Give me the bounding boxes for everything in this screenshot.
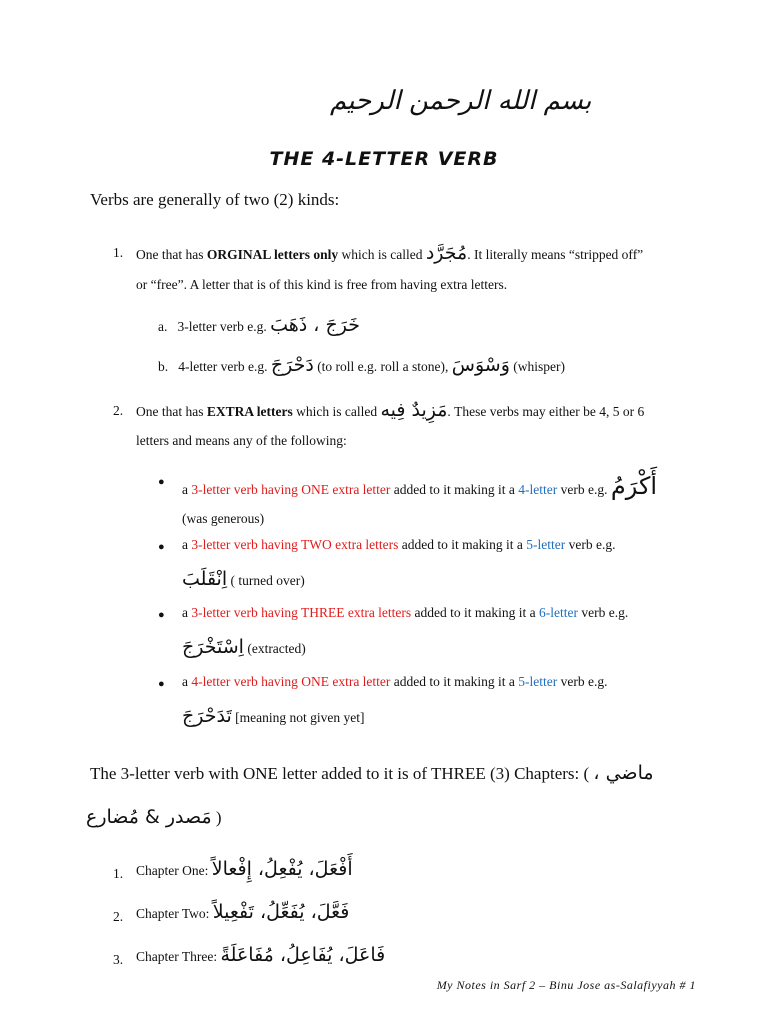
chapter-2: Chapter Two: فَعَّلَ، يُفَعِّلُ، تَفْعِيلاً xyxy=(136,901,350,923)
sub-b-arabic-1: دَحْرَجَ xyxy=(270,354,314,376)
chapters-heading-arabic-2: مَصدر & مُضارع xyxy=(86,806,212,828)
chapter-3: Chapter Three: فَاعَلَ، يُفَاعِلُ، مُفَاعَلَةً xyxy=(136,944,386,966)
bullet-1-meaning: (was generous) xyxy=(182,511,265,526)
chapter-3-arabic: فَاعَلَ، يُفَاعِلُ، مُفَاعَلَةً xyxy=(220,944,386,966)
bullet-2: a 3-letter verb having TWO extra letters added to it making it a 5-letter verb e.g. xyxy=(182,537,616,552)
page-footer: My Notes in Sarf 2 – Binu Jose as-Salafiyyah # 1 xyxy=(436,978,696,992)
chapters-heading-arabic-1: ماضي ، xyxy=(593,762,654,784)
chapter-1: Chapter One: أَفْعَلَ، يُفْعِلُ، إِفْعالاً xyxy=(136,858,353,880)
item-2-arabic-term: مَزِيدٌ فِيه xyxy=(380,399,448,421)
item-1-arabic-term: مُجَرَّد xyxy=(425,242,468,264)
bullet-3-arabic: اِسْتَخْرَجَ xyxy=(182,636,244,658)
bullet-dot: ● xyxy=(158,476,165,488)
sub-a-arabic: خَرَجَ ، ذَهَبَ xyxy=(270,314,360,336)
chapter-1-number: 1. xyxy=(113,866,124,881)
item-1-number: 1. xyxy=(113,245,124,260)
item-2-line-1: One that has EXTRA letters which is called مَزِيدٌ فِيه. These verbs may either be 4, 5 or 6 xyxy=(136,399,645,421)
bullet-3-example: اِسْتَخْرَجَ (extracted) xyxy=(182,636,306,658)
chapter-2-number: 2. xyxy=(113,909,124,924)
item-1-sub-a: a. 3-letter verb e.g. خَرَجَ ، ذَهَبَ xyxy=(158,314,360,336)
bullet-1: a 3-letter verb having ONE extra letter added to it making it a 4-letter verb e.g. أَكْرَمُ xyxy=(182,472,658,500)
bullet-3: a 3-letter verb having THREE extra letters added to it making it a 6-letter verb e.g. xyxy=(182,605,629,620)
sub-b-arabic-2: وَسْوَسَ xyxy=(451,354,510,376)
chapter-2-arabic: فَعَّلَ، يُفَعِّلُ، تَفْعِيلاً xyxy=(212,901,350,923)
page-title: THE 4-LETTER VERB xyxy=(269,148,499,170)
chapter-3-number: 3. xyxy=(113,952,124,967)
bullet-4-example: تَدَحْرَجَ [meaning not given yet] xyxy=(182,705,365,727)
bullet-dot: ● xyxy=(158,609,165,621)
bullet-4: a 4-letter verb having ONE extra letter added to it making it a 5-letter verb e.g. xyxy=(182,674,608,689)
bullet-4-arabic: تَدَحْرَجَ xyxy=(182,705,232,727)
item-1-sub-b: b. 4-letter verb e.g. دَحْرَجَ (to roll e.g. roll a stone), وَسْوَسَ (whisper) xyxy=(158,354,565,376)
item-1-line-2: or “free”. A letter that is of this kind is free from having extra letters. xyxy=(136,277,508,292)
intro-text: Verbs are generally of two (2) kinds: xyxy=(90,190,340,209)
item-2-line-2: letters and means any of the following: xyxy=(136,433,347,448)
bullet-1-arabic: أَكْرَمُ xyxy=(610,472,658,500)
chapters-heading: The 3-letter verb with ONE letter added to it is of THREE (3) Chapters: ( ماضي ، xyxy=(90,762,654,784)
bullet-2-arabic: اِنْقَلَبَ xyxy=(182,568,228,590)
item-2-number: 2. xyxy=(113,403,124,418)
item-1-line-1: One that has ORGINAL letters only which is called مُجَرَّد. It literally means “stripped off” xyxy=(136,242,644,264)
basmala-calligraphy: بسم الله الرحمن الرحيم xyxy=(330,86,592,116)
bullet-dot: ● xyxy=(158,541,165,553)
bullet-dot: ● xyxy=(158,678,165,690)
chapter-1-arabic: أَفْعَلَ، يُفْعِلُ، إِفْعالاً xyxy=(211,858,353,880)
bullet-2-example: اِنْقَلَبَ ( turned over) xyxy=(182,568,305,590)
chapters-heading-line-2: مَصدر & مُضارع ) xyxy=(86,806,222,828)
